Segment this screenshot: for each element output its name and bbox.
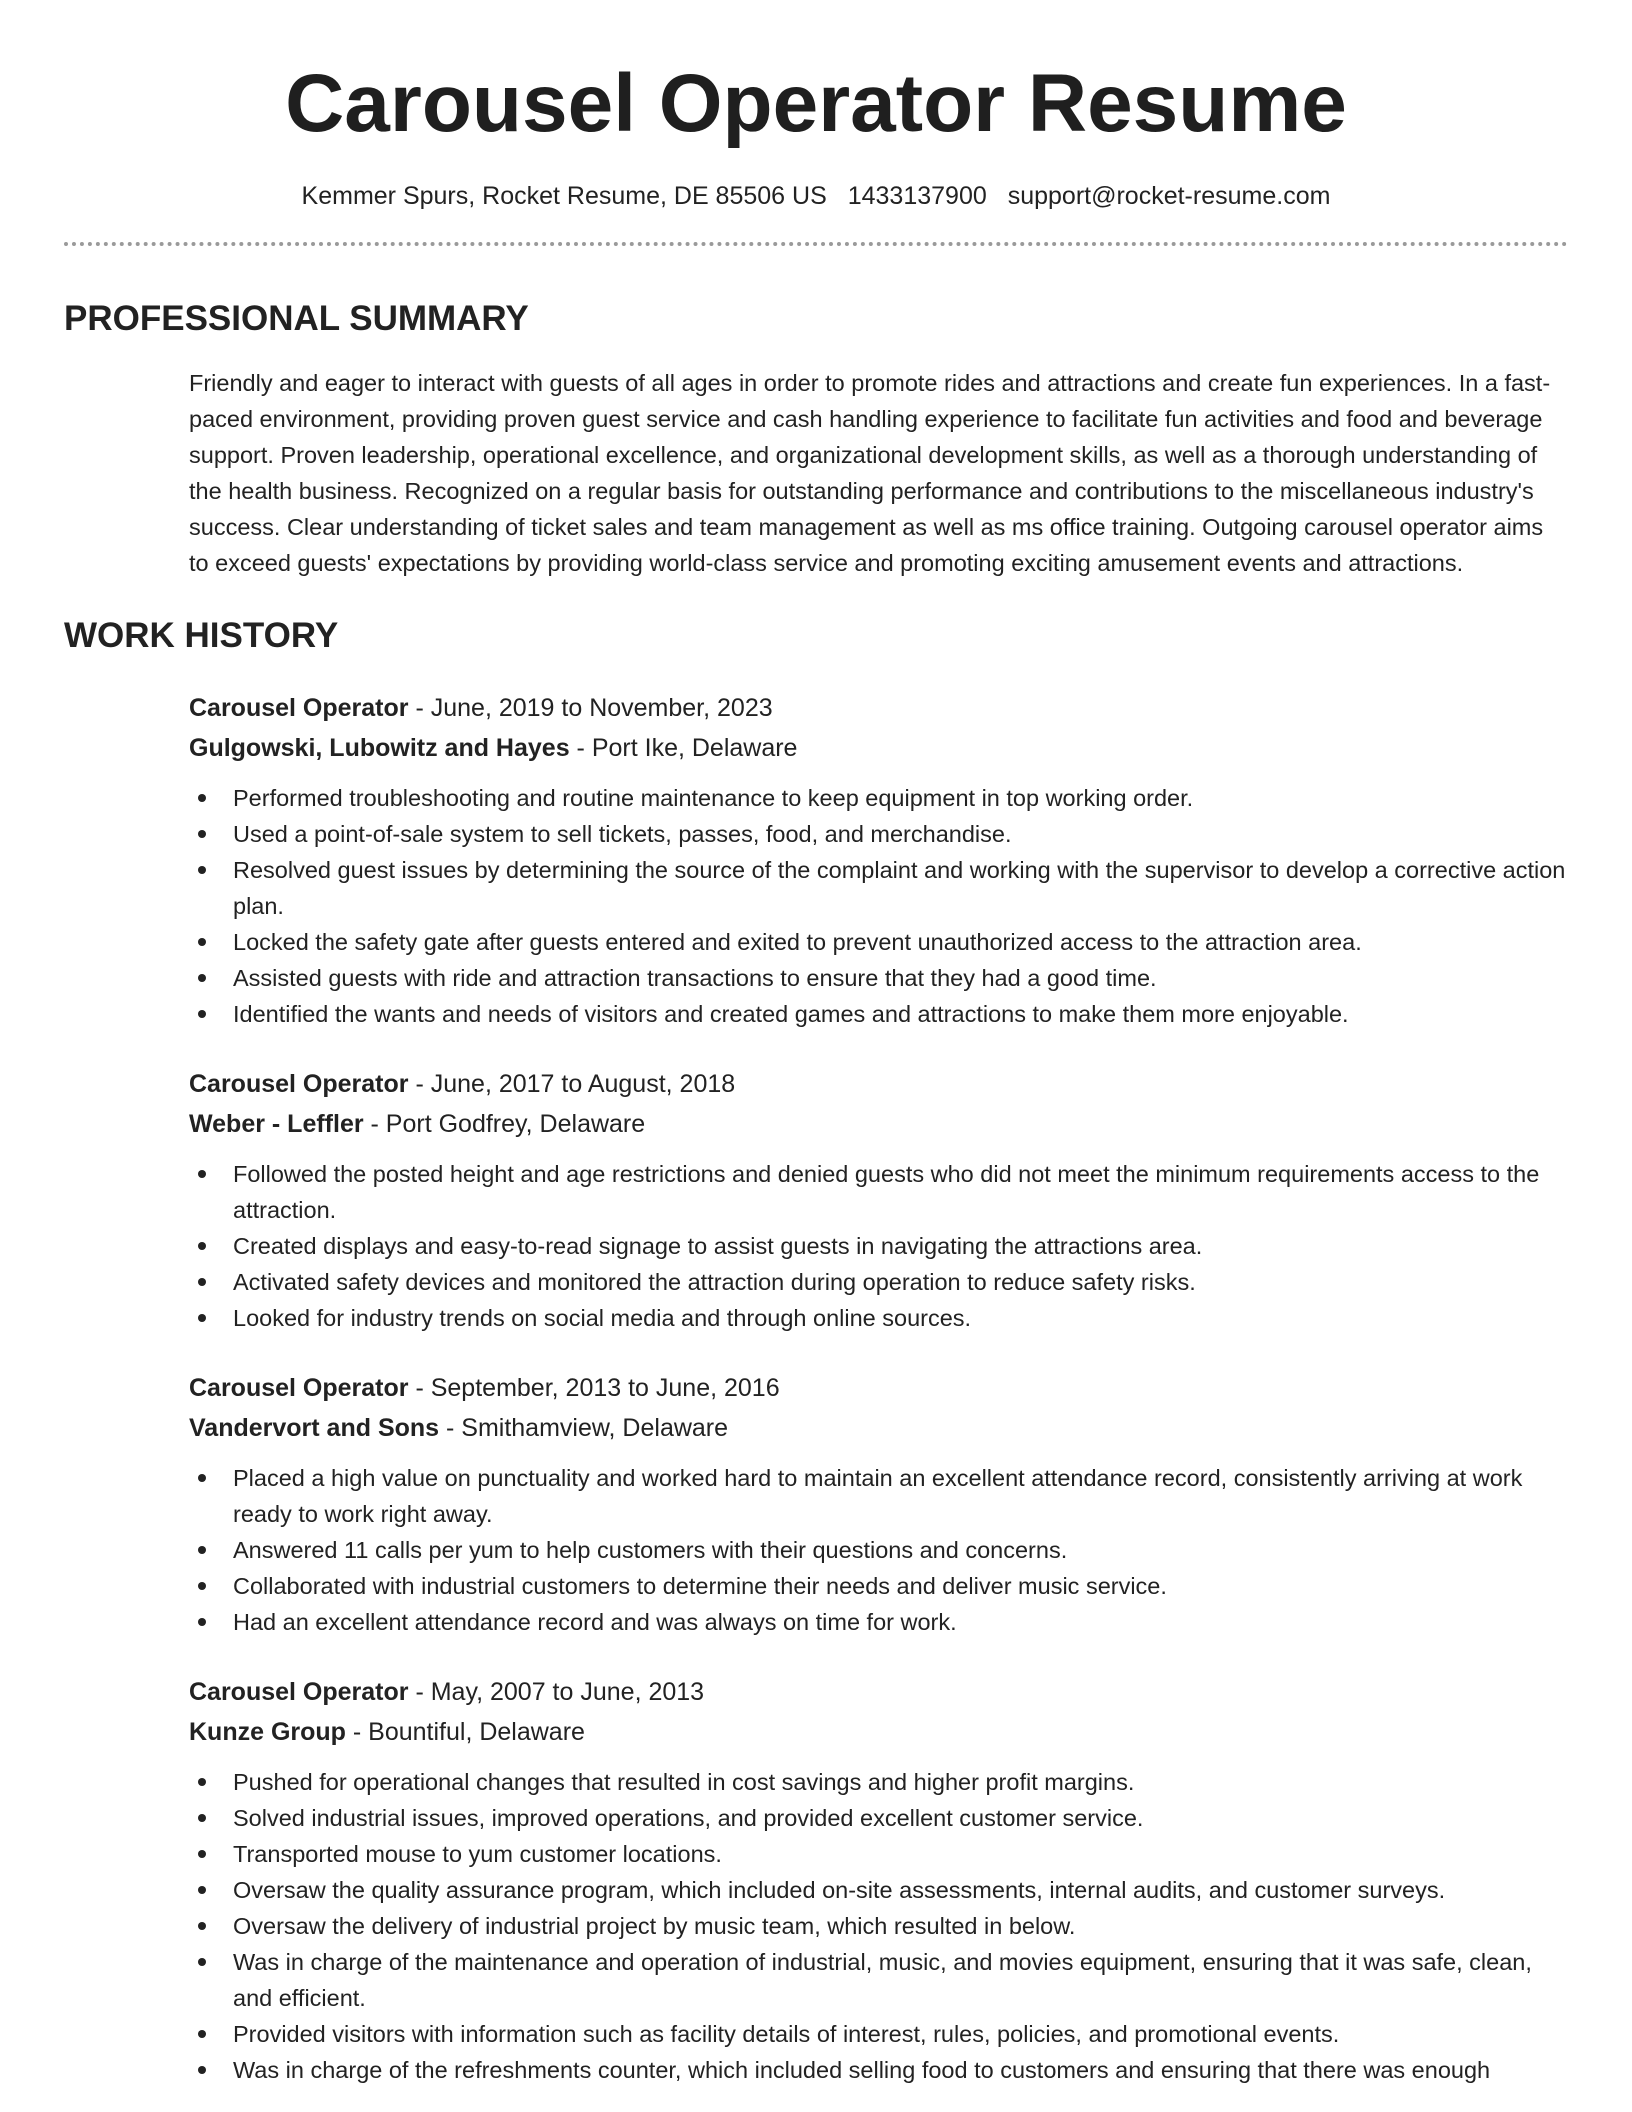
job-dates: - June, 2017 to August, 2018 bbox=[408, 1070, 736, 1098]
summary-text: Friendly and eager to interact with guests of all ages in order to promote rides and attractions and create fun experiences. In a fast-paced environment, providing proven guest service and cash handling experience to facilitate fun activities and food and beverage support. Proven leadership, operational excellence, and organizational development skills, as well as a thorough understanding of the health business. Recognized on a regular basis for outstanding performance and contributions to the miscellaneous industry's success. Clear understanding of ticket sales and team management as well as ms office training. Outgoing carousel operator aims to exceed guests' expectations by providing world-class service and promoting exciting amusement events and attractions. bbox=[189, 370, 1551, 576]
job-bullet: Provided visitors with information such as facility details of interest, rules, policies, and promotional events. bbox=[189, 2016, 1568, 2052]
contact-line bbox=[64, 184, 1568, 209]
job-bullet: Placed a high value on punctuality and worked hard to maintain an excellent attendance record, consistently arriving at work ready to work right away. bbox=[189, 1460, 1568, 1532]
job-company-line bbox=[189, 1712, 1568, 1752]
job-company: Kunze Group bbox=[189, 1718, 346, 1746]
job-bullet: Created displays and easy-to-read signage to assist guests in navigating the attractions area. bbox=[189, 1228, 1568, 1264]
job-company-line bbox=[189, 728, 1568, 768]
job-company-line bbox=[189, 1408, 1568, 1448]
contact-email: support@rocket-resume.com bbox=[1007, 182, 1331, 210]
work-history-heading: WORK HISTORY bbox=[64, 616, 339, 655]
job-entry bbox=[189, 688, 1568, 1032]
job-bullet: Transported mouse to yum customer locations. bbox=[189, 1836, 1568, 1872]
job-location: - Smithamview, Delaware bbox=[439, 1414, 729, 1442]
job-bullet: Performed troubleshooting and routine maintenance to keep equipment in top working order. bbox=[189, 780, 1568, 816]
job-title-line bbox=[189, 688, 1568, 728]
job-title-line bbox=[189, 1672, 1568, 1712]
job-bullet: Had an excellent attendance record and was always on time for work. bbox=[189, 1604, 1568, 1640]
job-bullet-list bbox=[189, 780, 1568, 1032]
job-bullet: Collaborated with industrial customers to determine their needs and deliver music service. bbox=[189, 1568, 1568, 1604]
job-entry bbox=[189, 1064, 1568, 1336]
job-bullet: Pushed for operational changes that resulted in cost savings and higher profit margins. bbox=[189, 1764, 1568, 1800]
job-location: - Port Ike, Delaware bbox=[569, 734, 798, 762]
job-title: Carousel Operator bbox=[189, 1070, 409, 1098]
job-dates: - June, 2019 to November, 2023 bbox=[408, 694, 773, 722]
job-company: Gulgowski, Lubowitz and Hayes bbox=[189, 734, 570, 762]
job-title: Carousel Operator bbox=[189, 694, 409, 722]
job-title-line bbox=[189, 1064, 1568, 1104]
header-divider bbox=[64, 242, 1568, 246]
job-bullet: Followed the posted height and age restrictions and denied guests who did not meet the minimum requirements access to the attraction. bbox=[189, 1156, 1568, 1228]
job-bullet: Oversaw the quality assurance program, which included on-site assessments, internal audits, and customer surveys. bbox=[189, 1872, 1568, 1908]
job-bullet: Identified the wants and needs of visitors and created games and attractions to make them more enjoyable. bbox=[189, 996, 1568, 1032]
job-bullet: Was in charge of the maintenance and operation of industrial, music, and movies equipment, ensuring that it was safe, clean, and efficient. bbox=[189, 1944, 1568, 2016]
job-dates: - May, 2007 to June, 2013 bbox=[408, 1678, 705, 1706]
job-bullet: Looked for industry trends on social media and through online sources. bbox=[189, 1300, 1568, 1336]
job-bullet-list bbox=[189, 1156, 1568, 1336]
job-bullet: Locked the safety gate after guests entered and exited to prevent unauthorized access to the attraction area. bbox=[189, 924, 1568, 960]
work-history-list bbox=[64, 688, 1568, 2088]
job-bullet: Oversaw the delivery of industrial project by music team, which resulted in below. bbox=[189, 1908, 1568, 1944]
job-bullet: Resolved guest issues by determining the source of the complaint and working with the supervisor to develop a corrective action plan. bbox=[189, 852, 1568, 924]
job-bullet: Answered 11 calls per yum to help customers with their questions and concerns. bbox=[189, 1532, 1568, 1568]
job-entry bbox=[189, 1368, 1568, 1640]
job-company: Vandervort and Sons bbox=[189, 1414, 440, 1442]
job-bullet-list bbox=[189, 1460, 1568, 1640]
job-location: - Bountiful, Delaware bbox=[345, 1718, 585, 1746]
job-entry bbox=[189, 1672, 1568, 2088]
resume-title: Carousel Operator Resume bbox=[285, 58, 1347, 149]
job-company: Weber - Leffler bbox=[189, 1110, 364, 1138]
job-title: Carousel Operator bbox=[189, 1374, 409, 1402]
contact-phone: 1433137900 bbox=[847, 182, 987, 210]
job-bullet: Used a point-of-sale system to sell tickets, passes, food, and merchandise. bbox=[189, 816, 1568, 852]
job-title: Carousel Operator bbox=[189, 1678, 409, 1706]
job-bullet: Solved industrial issues, improved operations, and provided excellent customer service. bbox=[189, 1800, 1568, 1836]
job-company-line bbox=[189, 1104, 1568, 1144]
job-bullet: Activated safety devices and monitored the attraction during operation to reduce safety risks. bbox=[189, 1264, 1568, 1300]
job-dates: - September, 2013 to June, 2016 bbox=[408, 1374, 780, 1402]
job-bullet: Assisted guests with ride and attraction transactions to ensure that they had a good time. bbox=[189, 960, 1568, 996]
job-bullet-list bbox=[189, 1764, 1568, 2088]
job-location: - Port Godfrey, Delaware bbox=[363, 1110, 646, 1138]
job-bullet: Was in charge of the refreshments counter, which included selling food to customers and ensuring that there was enough bbox=[189, 2052, 1568, 2088]
contact-address: Kemmer Spurs, Rocket Resume, DE 85506 US bbox=[301, 182, 827, 210]
summary-heading: PROFESSIONAL SUMMARY bbox=[64, 299, 529, 338]
job-title-line bbox=[189, 1368, 1568, 1408]
